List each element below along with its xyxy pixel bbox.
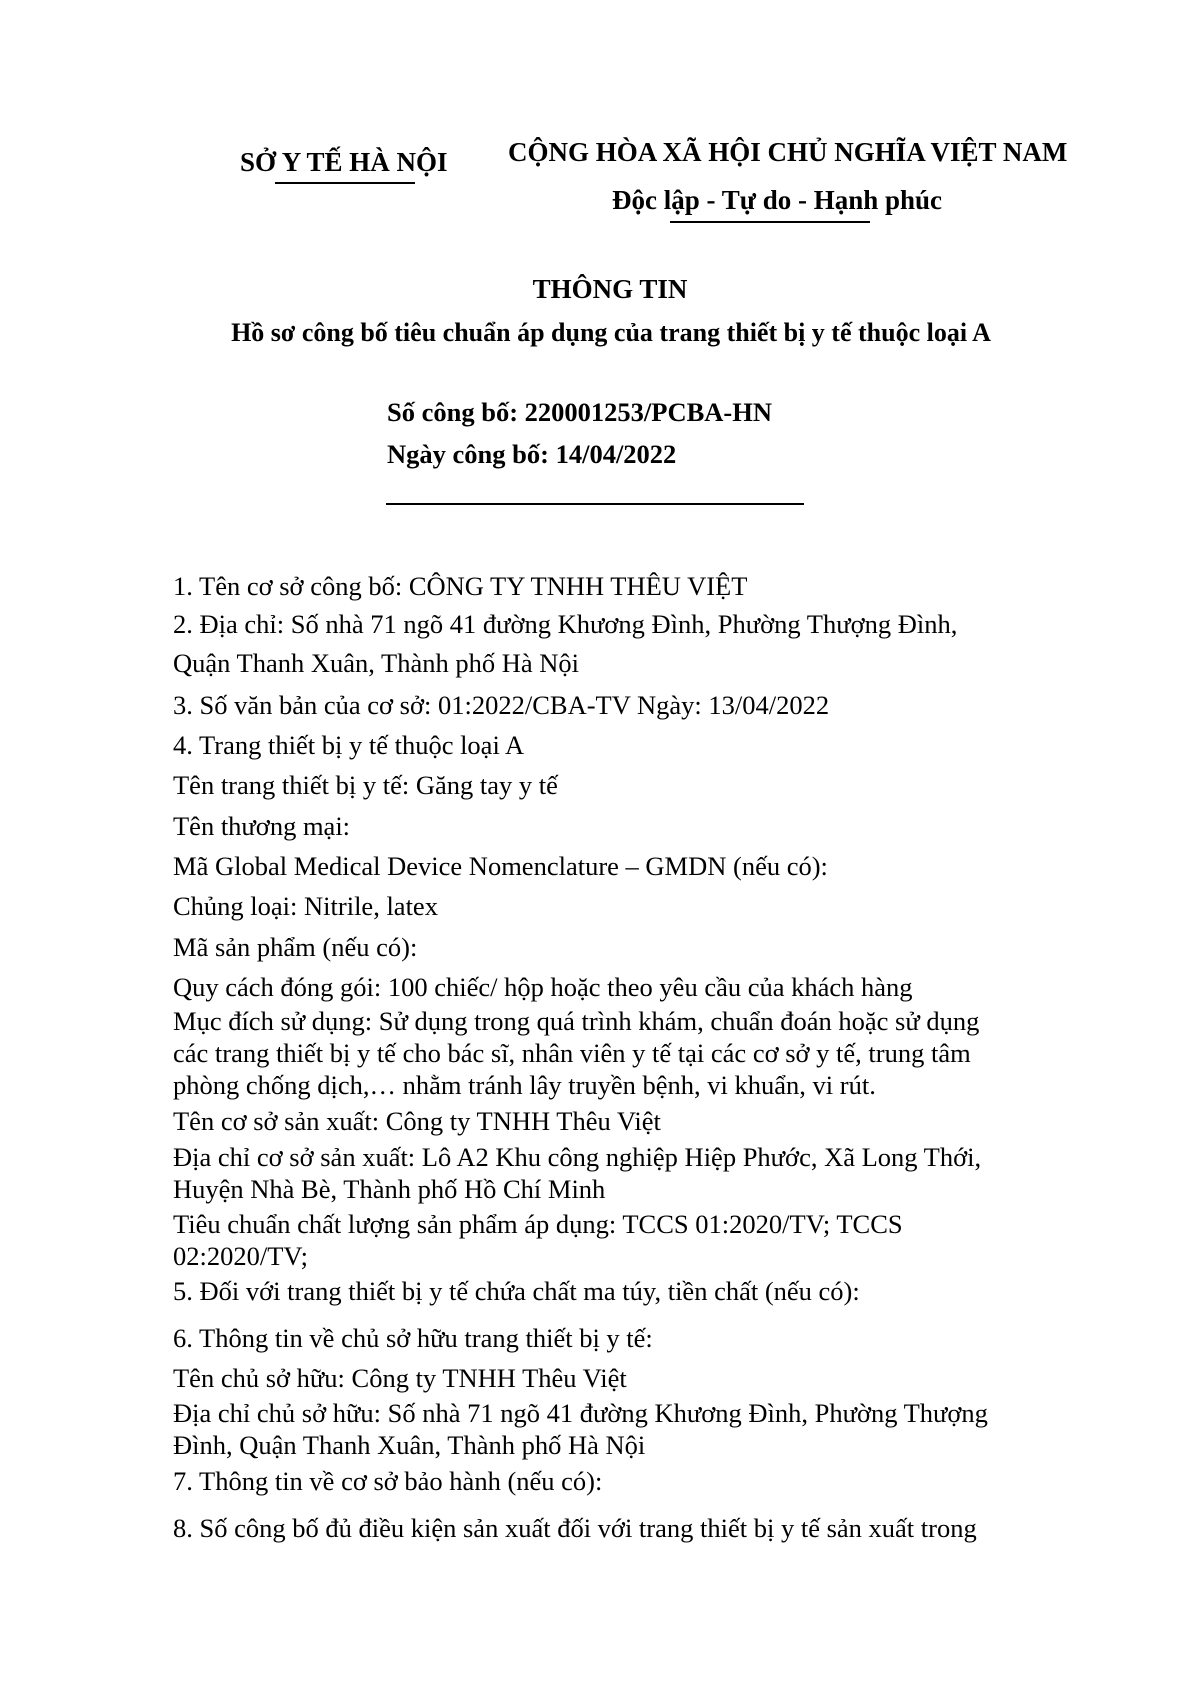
agency-underline [275, 182, 415, 184]
body-line-production-condition: 8. Số công bố đủ điều kiện sản xuất đối với trang thiết bị y tế sản xuất trong [173, 1513, 977, 1543]
body-line-gmdn-code: Mã Global Medical Device Nomenclature – GMDN (nếu có): [173, 851, 828, 881]
body-line-device-class: 4. Trang thiết bị y tế thuộc loại A [173, 730, 525, 760]
body-line-manufacturer: Tên cơ sở sản xuất: Công ty TNHH Thêu Việt [173, 1106, 661, 1136]
motto-underline [670, 221, 870, 223]
body-line-owner-address: Địa chỉ chủ sở hữu: Số nhà 71 ngõ 41 đường Khương Đình, Phường Thượng [173, 1398, 988, 1428]
body-line-address-cont: Quận Thanh Xuân, Thành phố Hà Nội [173, 648, 580, 678]
body-line-intended-use: Mục đích sử dụng: Sử dụng trong quá trình khám, chuẩn đoán hoặc sử dụng [173, 1006, 980, 1036]
body-line-owner-address-cont: Đình, Quận Thanh Xuân, Thành phố Hà Nội [173, 1430, 646, 1460]
body-line-quality-standard-cont: 02:2020/TV; [173, 1241, 308, 1271]
national-motto: Độc lập - Tự do - Hạnh phúc [612, 185, 943, 215]
body-line-product-code: Mã sản phẩm (nếu có): [173, 932, 418, 962]
body-line-trade-name: Tên thương mại: [173, 811, 351, 841]
body-line-manufacturer-address: Địa chỉ cơ sở sản xuất: Lô A2 Khu công nghiệp Hiệp Phước, Xã Long Thới, [173, 1142, 982, 1172]
section-divider [386, 503, 804, 505]
announcement-date: Ngày công bố: 14/04/2022 [387, 439, 677, 469]
body-line-establishment-name: 1. Tên cơ sở công bố: CÔNG TY TNHH THÊU VIỆT [173, 571, 748, 601]
body-line-owner-name: Tên chủ sở hữu: Công ty TNHH Thêu Việt [173, 1363, 627, 1393]
agency-name: SỞ Y TẾ HÀ NỘI [240, 147, 448, 177]
body-line-type: Chủng loại: Nitrile, latex [173, 891, 438, 921]
body-line-document-number: 3. Số văn bản của cơ sở: 01:2022/CBA-TV Ngày: 13/04/2022 [173, 690, 830, 720]
body-line-warranty: 7. Thông tin về cơ sở bảo hành (nếu có): [173, 1466, 603, 1496]
body-line-owner-info: 6. Thông tin về chủ sở hữu trang thiết bị y tế: [173, 1323, 653, 1353]
body-line-address: 2. Địa chỉ: Số nhà 71 ngõ 41 đường Khương Đình, Phường Thượng Đình, [173, 609, 958, 639]
document-subtitle: Hồ sơ công bố tiêu chuẩn áp dụng của trang thiết bị y tế thuộc loại A [231, 318, 991, 347]
body-line-quality-standard: Tiêu chuẩn chất lượng sản phẩm áp dụng: TCCS 01:2020/TV; TCCS [173, 1209, 903, 1239]
body-line-device-name: Tên trang thiết bị y tế: Găng tay y tế [173, 770, 558, 800]
body-line-packaging: Quy cách đóng gói: 100 chiếc/ hộp hoặc theo yêu cầu của khách hàng [173, 972, 913, 1002]
country-name: CỘNG HÒA XÃ HỘI CHỦ NGHĨA VIỆT NAM [508, 137, 1068, 167]
document-title: THÔNG TIN [532, 274, 688, 304]
announcement-number: Số công bố: 220001253/PCBA-HN [387, 397, 773, 427]
body-line-intended-use-cont-1: các trang thiết bị y tế cho bác sĩ, nhân viên y tế tại các cơ sở y tế, trung tâm [173, 1038, 971, 1068]
body-line-manufacturer-address-cont: Huyện Nhà Bè, Thành phố Hồ Chí Minh [173, 1174, 606, 1204]
body-line-intended-use-cont-2: phòng chống dịch,… nhằm tránh lây truyền bệnh, vi khuẩn, vi rút. [173, 1070, 876, 1100]
body-line-narcotics: 5. Đối với trang thiết bị y tế chứa chất ma túy, tiền chất (nếu có): [173, 1276, 860, 1306]
